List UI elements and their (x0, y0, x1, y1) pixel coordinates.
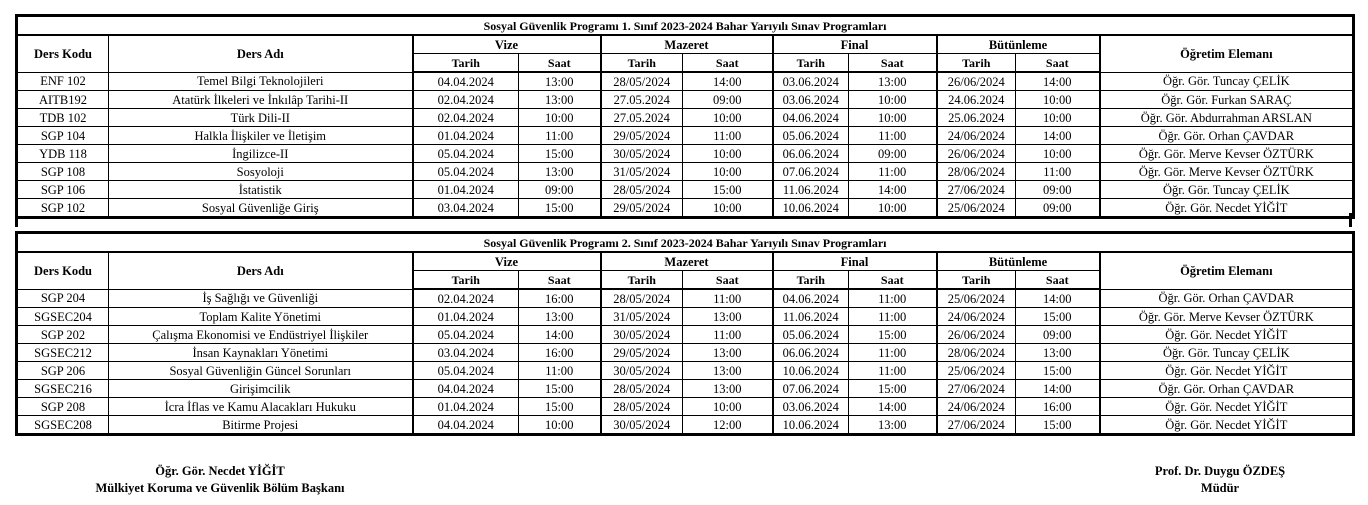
vize-date-cell: 05.04.2024 (413, 145, 519, 163)
butunleme-time-cell: 10:00 (1016, 91, 1100, 109)
mazeret-time-cell: 10:00 (683, 199, 773, 218)
course-name-cell: İnsan Kaynakları Yönetimi (109, 344, 413, 362)
signature-left (60, 463, 380, 497)
butunleme-date-cell: 25/06/2024 (937, 289, 1016, 308)
instructor-cell: Öğr. Gör. Tuncay ÇELİK (1100, 344, 1354, 362)
mazeret-time-cell: 10:00 (683, 163, 773, 181)
butunleme-date-cell: 24/06/2024 (937, 127, 1016, 145)
vize-date-cell: 01.04.2024 (413, 127, 519, 145)
butunleme-date-cell: 27/06/2024 (937, 380, 1016, 398)
final-date-cell: 10.06.2024 (773, 416, 849, 435)
course-code-cell: SGP 104 (17, 127, 109, 145)
mazeret-date-cell: 28/05/2024 (601, 181, 683, 199)
mazeret-time-cell: 12:00 (683, 416, 773, 435)
header-instructor: Öğretim Elemanı (1100, 252, 1354, 289)
header-time: Saat (683, 54, 773, 73)
vize-time-cell: 11:00 (519, 127, 601, 145)
table-row (17, 380, 1354, 398)
vize-time-cell: 10:00 (519, 416, 601, 435)
vize-date-cell: 02.04.2024 (413, 289, 519, 308)
final-date-cell: 03.06.2024 (773, 398, 849, 416)
table-row (17, 416, 1354, 435)
vize-date-cell: 02.04.2024 (413, 91, 519, 109)
final-time-cell: 11:00 (849, 308, 937, 326)
mazeret-date-cell: 28/05/2024 (601, 398, 683, 416)
mazeret-time-cell: 13:00 (683, 362, 773, 380)
table-row (17, 289, 1354, 308)
course-code-cell: SGP 208 (17, 398, 109, 416)
course-code-cell: SGP 102 (17, 199, 109, 218)
mazeret-time-cell: 10:00 (683, 109, 773, 127)
vize-time-cell: 14:00 (519, 326, 601, 344)
instructor-cell: Öğr. Gör. Necdet YİĞİT (1100, 416, 1354, 435)
course-name-cell: Çalışma Ekonomisi ve Endüstriyel İlişkiler (109, 326, 413, 344)
mazeret-time-cell: 10:00 (683, 145, 773, 163)
header-date: Tarih (773, 271, 849, 290)
butunleme-time-cell: 14:00 (1016, 127, 1100, 145)
butunleme-date-cell: 24/06/2024 (937, 398, 1016, 416)
instructor-cell: Öğr. Gör. Abdurrahman ARSLAN (1100, 109, 1354, 127)
mazeret-date-cell: 30/05/2024 (601, 326, 683, 344)
butunleme-time-cell: 15:00 (1016, 362, 1100, 380)
final-time-cell: 10:00 (849, 199, 937, 218)
table-row (17, 72, 1354, 91)
butunleme-time-cell: 11:00 (1016, 163, 1100, 181)
mazeret-date-cell: 29/05/2024 (601, 127, 683, 145)
header-mazeret: Mazeret (601, 35, 773, 54)
course-code-cell: SGSEC208 (17, 416, 109, 435)
instructor-cell: Öğr. Gör. Tuncay ÇELİK (1100, 181, 1354, 199)
table-row (17, 326, 1354, 344)
butunleme-date-cell: 27/06/2024 (937, 416, 1016, 435)
course-name-cell: Bitirme Projesi (109, 416, 413, 435)
table-row (17, 308, 1354, 326)
header-time: Saat (519, 271, 601, 290)
table-row (17, 145, 1354, 163)
mazeret-date-cell: 27.05.2024 (601, 109, 683, 127)
final-time-cell: 13:00 (849, 72, 937, 91)
instructor-cell: Öğr. Gör. Necdet YİĞİT (1100, 362, 1354, 380)
header-butunleme: Bütünleme (937, 35, 1100, 54)
course-name-cell: Temel Bilgi Teknolojileri (109, 72, 413, 91)
butunleme-date-cell: 25/06/2024 (937, 199, 1016, 218)
header-time: Saat (683, 271, 773, 290)
butunleme-time-cell: 16:00 (1016, 398, 1100, 416)
mazeret-date-cell: 31/05/2024 (601, 308, 683, 326)
vize-date-cell: 03.04.2024 (413, 344, 519, 362)
final-time-cell: 11:00 (849, 362, 937, 380)
vize-date-cell: 01.04.2024 (413, 181, 519, 199)
instructor-cell: Öğr. Gör. Necdet YİĞİT (1100, 199, 1354, 218)
vize-time-cell: 09:00 (519, 181, 601, 199)
table-row (17, 163, 1354, 181)
header-date: Tarih (937, 271, 1016, 290)
vize-time-cell: 16:00 (519, 289, 601, 308)
final-date-cell: 04.06.2024 (773, 109, 849, 127)
signer-title: Mülkiyet Koruma ve Güvenlik Bölüm Başkanı (95, 481, 345, 495)
header-time: Saat (1016, 54, 1100, 73)
butunleme-date-cell: 24.06.2024 (937, 91, 1016, 109)
mazeret-date-cell: 30/05/2024 (601, 362, 683, 380)
mazeret-date-cell: 31/05/2024 (601, 163, 683, 181)
table-body (17, 289, 1354, 435)
butunleme-date-cell: 26/06/2024 (937, 326, 1016, 344)
instructor-cell: Öğr. Gör. Orhan ÇAVDAR (1100, 380, 1354, 398)
final-date-cell: 07.06.2024 (773, 163, 849, 181)
vize-date-cell: 04.04.2024 (413, 380, 519, 398)
exam-table-2 (15, 231, 1355, 436)
final-date-cell: 06.06.2024 (773, 344, 849, 362)
table-row (17, 398, 1354, 416)
header-time: Saat (849, 271, 937, 290)
butunleme-time-cell: 13:00 (1016, 344, 1100, 362)
butunleme-time-cell: 09:00 (1016, 326, 1100, 344)
mazeret-time-cell: 11:00 (683, 289, 773, 308)
mazeret-time-cell: 10:00 (683, 398, 773, 416)
mazeret-time-cell: 09:00 (683, 91, 773, 109)
mazeret-date-cell: 30/05/2024 (601, 416, 683, 435)
instructor-cell: Öğr. Gör. Necdet YİĞİT (1100, 398, 1354, 416)
final-time-cell: 14:00 (849, 181, 937, 199)
header-instructor: Öğretim Elemanı (1100, 35, 1354, 72)
course-name-cell: İngilizce-II (109, 145, 413, 163)
final-date-cell: 05.06.2024 (773, 326, 849, 344)
course-code-cell: SGP 106 (17, 181, 109, 199)
course-name-cell: Sosyal Güvenliğin Güncel Sorunları (109, 362, 413, 380)
vize-time-cell: 13:00 (519, 72, 601, 91)
header-time: Saat (519, 54, 601, 73)
vize-time-cell: 15:00 (519, 199, 601, 218)
final-time-cell: 11:00 (849, 127, 937, 145)
final-date-cell: 10.06.2024 (773, 362, 849, 380)
final-date-cell: 10.06.2024 (773, 199, 849, 218)
final-time-cell: 15:00 (849, 380, 937, 398)
butunleme-date-cell: 27/06/2024 (937, 181, 1016, 199)
final-time-cell: 09:00 (849, 145, 937, 163)
mazeret-time-cell: 11:00 (683, 127, 773, 145)
final-date-cell: 05.06.2024 (773, 127, 849, 145)
mazeret-time-cell: 13:00 (683, 308, 773, 326)
vize-time-cell: 10:00 (519, 109, 601, 127)
final-date-cell: 04.06.2024 (773, 289, 849, 308)
table-row (17, 344, 1354, 362)
mazeret-date-cell: 27.05.2024 (601, 91, 683, 109)
final-date-cell: 03.06.2024 (773, 91, 849, 109)
course-code-cell: YDB 118 (17, 145, 109, 163)
course-name-cell: Halkla İlişkiler ve İletişim (109, 127, 413, 145)
butunleme-time-cell: 15:00 (1016, 308, 1100, 326)
final-date-cell: 11.06.2024 (773, 181, 849, 199)
butunleme-date-cell: 26/06/2024 (937, 145, 1016, 163)
instructor-cell: Öğr. Gör. Merve Kevser ÖZTÜRK (1100, 145, 1354, 163)
mazeret-date-cell: 28/05/2024 (601, 72, 683, 91)
vize-time-cell: 15:00 (519, 145, 601, 163)
header-date: Tarih (773, 54, 849, 73)
instructor-cell: Öğr. Gör. Necdet YİĞİT (1100, 326, 1354, 344)
course-name-cell: Sosyal Güvenliğe Giriş (109, 199, 413, 218)
course-name-cell: Atatürk İlkeleri ve İnkılâp Tarihi-II (109, 91, 413, 109)
table-row (17, 127, 1354, 145)
butunleme-time-cell: 09:00 (1016, 199, 1100, 218)
vize-time-cell: 16:00 (519, 344, 601, 362)
header-time: Saat (1016, 271, 1100, 290)
final-time-cell: 10:00 (849, 91, 937, 109)
vize-date-cell: 05.04.2024 (413, 362, 519, 380)
header-final: Final (773, 252, 937, 271)
course-code-cell: SGP 202 (17, 326, 109, 344)
course-name-cell: Toplam Kalite Yönetimi (109, 308, 413, 326)
course-code-cell: SGP 108 (17, 163, 109, 181)
vize-time-cell: 15:00 (519, 380, 601, 398)
course-code-cell: SGSEC212 (17, 344, 109, 362)
header-time: Saat (849, 54, 937, 73)
course-name-cell: İstatistik (109, 181, 413, 199)
mazeret-date-cell: 29/05/2024 (601, 344, 683, 362)
mazeret-time-cell: 13:00 (683, 344, 773, 362)
vize-time-cell: 13:00 (519, 91, 601, 109)
butunleme-date-cell: 28/06/2024 (937, 163, 1016, 181)
table-title: Sosyal Güvenlik Programı 2. Sınıf 2023-2024 Bahar Yarıyılı Sınav Programları (17, 233, 1354, 253)
course-code-cell: AITB192 (17, 91, 109, 109)
mazeret-time-cell: 14:00 (683, 72, 773, 91)
vize-date-cell: 05.04.2024 (413, 163, 519, 181)
vize-date-cell: 01.04.2024 (413, 398, 519, 416)
final-date-cell: 11.06.2024 (773, 308, 849, 326)
mazeret-time-cell: 15:00 (683, 181, 773, 199)
table-title: Sosyal Güvenlik Programı 1. Sınıf 2023-2024 Bahar Yarıyılı Sınav Programları (17, 16, 1354, 36)
mazeret-date-cell: 30/05/2024 (601, 145, 683, 163)
final-time-cell: 10:00 (849, 109, 937, 127)
vize-date-cell: 03.04.2024 (413, 199, 519, 218)
butunleme-date-cell: 28/06/2024 (937, 344, 1016, 362)
vize-date-cell: 02.04.2024 (413, 109, 519, 127)
course-code-cell: SGP 206 (17, 362, 109, 380)
header-date: Tarih (601, 54, 683, 73)
final-time-cell: 15:00 (849, 326, 937, 344)
header-date: Tarih (413, 54, 519, 73)
instructor-cell: Öğr. Gör. Orhan ÇAVDAR (1100, 289, 1354, 308)
final-time-cell: 13:00 (849, 416, 937, 435)
vize-time-cell: 13:00 (519, 308, 601, 326)
course-name-cell: Sosyoloji (109, 163, 413, 181)
header-date: Tarih (937, 54, 1016, 73)
mazeret-date-cell: 28/05/2024 (601, 380, 683, 398)
course-code-cell: SGSEC216 (17, 380, 109, 398)
table-row (17, 362, 1354, 380)
final-date-cell: 06.06.2024 (773, 145, 849, 163)
course-name-cell: Girişimcilik (109, 380, 413, 398)
final-time-cell: 11:00 (849, 163, 937, 181)
butunleme-time-cell: 14:00 (1016, 380, 1100, 398)
final-time-cell: 14:00 (849, 398, 937, 416)
final-time-cell: 11:00 (849, 289, 937, 308)
instructor-cell: Öğr. Gör. Furkan SARAÇ (1100, 91, 1354, 109)
mazeret-time-cell: 11:00 (683, 326, 773, 344)
butunleme-date-cell: 24/06/2024 (937, 308, 1016, 326)
signer-name: Prof. Dr. Duygu ÖZDEŞ (1154, 464, 1286, 478)
header-mazeret: Mazeret (601, 252, 773, 271)
instructor-cell: Öğr. Gör. Tuncay ÇELİK (1100, 72, 1354, 91)
course-code-cell: SGSEC204 (17, 308, 109, 326)
final-time-cell: 11:00 (849, 344, 937, 362)
mazeret-time-cell: 13:00 (683, 380, 773, 398)
signer-title: Müdür (1200, 481, 1240, 495)
course-name-cell: Türk Dili-II (109, 109, 413, 127)
butunleme-time-cell: 14:00 (1016, 72, 1100, 91)
table-spacer (15, 213, 1352, 227)
course-code-cell: SGP 204 (17, 289, 109, 308)
header-course-name: Ders Adı (109, 252, 413, 289)
header-vize: Vize (413, 252, 601, 271)
exam-table-1 (15, 14, 1355, 219)
header-butunleme: Bütünleme (937, 252, 1100, 271)
mazeret-date-cell: 28/05/2024 (601, 289, 683, 308)
header-date: Tarih (601, 271, 683, 290)
vize-time-cell: 13:00 (519, 163, 601, 181)
header-vize: Vize (413, 35, 601, 54)
header-date: Tarih (413, 271, 519, 290)
header-course-name: Ders Adı (109, 35, 413, 72)
vize-date-cell: 04.04.2024 (413, 416, 519, 435)
butunleme-time-cell: 14:00 (1016, 289, 1100, 308)
table-row (17, 91, 1354, 109)
header-course-code: Ders Kodu (17, 252, 109, 289)
course-name-cell: İcra İflas ve Kamu Alacakları Hukuku (109, 398, 413, 416)
butunleme-date-cell: 25/06/2024 (937, 362, 1016, 380)
final-date-cell: 07.06.2024 (773, 380, 849, 398)
butunleme-time-cell: 10:00 (1016, 109, 1100, 127)
butunleme-time-cell: 10:00 (1016, 145, 1100, 163)
butunleme-date-cell: 25.06.2024 (937, 109, 1016, 127)
vize-date-cell: 05.04.2024 (413, 326, 519, 344)
header-final: Final (773, 35, 937, 54)
vize-date-cell: 01.04.2024 (413, 308, 519, 326)
butunleme-time-cell: 09:00 (1016, 181, 1100, 199)
instructor-cell: Öğr. Gör. Merve Kevser ÖZTÜRK (1100, 163, 1354, 181)
course-code-cell: ENF 102 (17, 72, 109, 91)
vize-time-cell: 11:00 (519, 362, 601, 380)
table-row (17, 109, 1354, 127)
butunleme-time-cell: 15:00 (1016, 416, 1100, 435)
instructor-cell: Öğr. Gör. Orhan ÇAVDAR (1100, 127, 1354, 145)
final-date-cell: 03.06.2024 (773, 72, 849, 91)
table-body (17, 72, 1354, 218)
course-name-cell: İş Sağlığı ve Güvenliği (109, 289, 413, 308)
header-course-code: Ders Kodu (17, 35, 109, 72)
table-row (17, 181, 1354, 199)
course-code-cell: TDB 102 (17, 109, 109, 127)
signature-right (1120, 463, 1320, 497)
signer-name: Öğr. Gör. Necdet YİĞİT (155, 464, 285, 478)
vize-time-cell: 15:00 (519, 398, 601, 416)
mazeret-date-cell: 29/05/2024 (601, 199, 683, 218)
butunleme-date-cell: 26/06/2024 (937, 72, 1016, 91)
vize-date-cell: 04.04.2024 (413, 72, 519, 91)
instructor-cell: Öğr. Gör. Merve Kevser ÖZTÜRK (1100, 308, 1354, 326)
